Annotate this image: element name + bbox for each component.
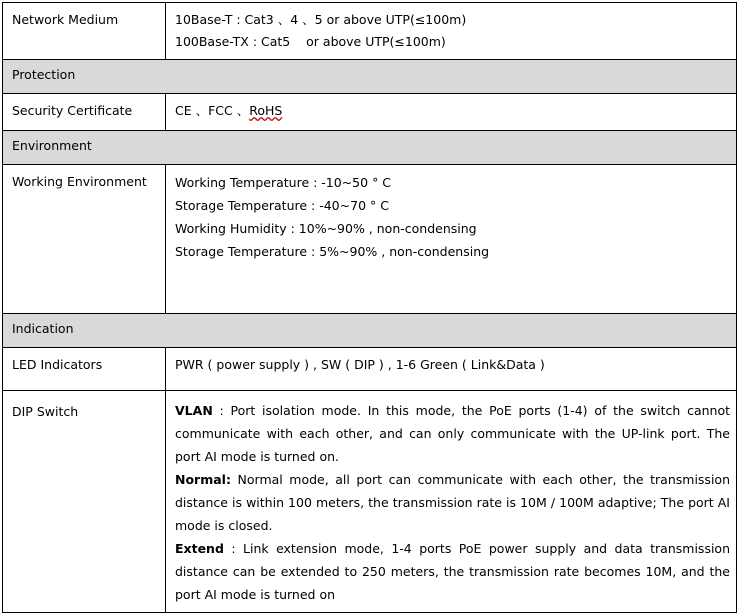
- label-network-medium: Network Medium: [3, 3, 166, 60]
- section-heading-indication: Indication: [3, 314, 737, 348]
- dip-normal-text: Normal mode, all port can communicate with each other, the transmission distance is within 100 meters, the transmission rate is 10M / 100M adaptive; The port AI mode is closed.: [175, 472, 730, 533]
- label-working-environment: Working Environment: [3, 165, 166, 314]
- value-security-certificate: [166, 94, 737, 131]
- storage-humidity: Storage Temperature : 5%~90% , non-condensing: [175, 244, 490, 259]
- dip-vlan-term: VLAN: [175, 403, 213, 418]
- row-security-certificate: [3, 94, 737, 131]
- section-protection: [3, 60, 737, 94]
- label-security-certificate: Security Certificate: [3, 94, 166, 131]
- value-dip-switch: [166, 391, 737, 613]
- network-medium-line-2: 100Base-TX : Cat5 or above UTP(≤100m): [175, 34, 446, 49]
- dip-vlan-text: : Port isolation mode. In this mode, the PoE ports (1-4) of the switch cannot communicate with each other, and can only communicate with the UP-link port. The port AI mode is turned on.: [175, 403, 730, 464]
- value-network-medium: [166, 3, 737, 60]
- section-environment: [3, 131, 737, 165]
- spec-table: [2, 2, 737, 613]
- section-heading-environment: Environment: [3, 131, 737, 165]
- section-heading-protection: Protection: [3, 60, 737, 94]
- dip-extend-text: : Link extension mode, 1-4 ports PoE power supply and data transmission distance can be extended to 250 meters, the transmission rate becomes 10M, and the port AI mode is turned on: [175, 541, 730, 602]
- storage-temperature: Storage Temperature : -40~70 ° C: [175, 198, 389, 213]
- label-led-indicators: LED Indicators: [3, 348, 166, 391]
- dip-vlan-paragraph: [175, 399, 730, 468]
- certificate-list: CE 、FCC 、: [175, 103, 250, 118]
- row-network-medium: [3, 3, 737, 60]
- label-dip-switch: DIP Switch: [3, 391, 166, 613]
- working-temperature: Working Temperature : -10~50 ° C: [175, 175, 392, 190]
- row-dip-switch: [3, 391, 737, 613]
- dip-extend-paragraph: [175, 537, 730, 606]
- working-humidity: Working Humidity : 10%~90% , non-condensing: [175, 221, 477, 236]
- certificate-rohs: RoHS: [249, 103, 283, 118]
- section-indication: [3, 314, 737, 348]
- dip-normal-paragraph: [175, 468, 730, 537]
- row-led-indicators: [3, 348, 737, 391]
- row-working-environment: [3, 165, 737, 314]
- value-led-indicators: PWR ( power supply ) , SW ( DIP ) , 1-6 Green ( Link&Data ): [166, 348, 737, 391]
- network-medium-line-1: 10Base-T : Cat3 、4 、5 or above UTP(≤100m): [175, 12, 467, 27]
- dip-normal-term: Normal:: [175, 472, 231, 487]
- value-working-environment: [166, 165, 737, 314]
- dip-extend-term: Extend: [175, 541, 224, 556]
